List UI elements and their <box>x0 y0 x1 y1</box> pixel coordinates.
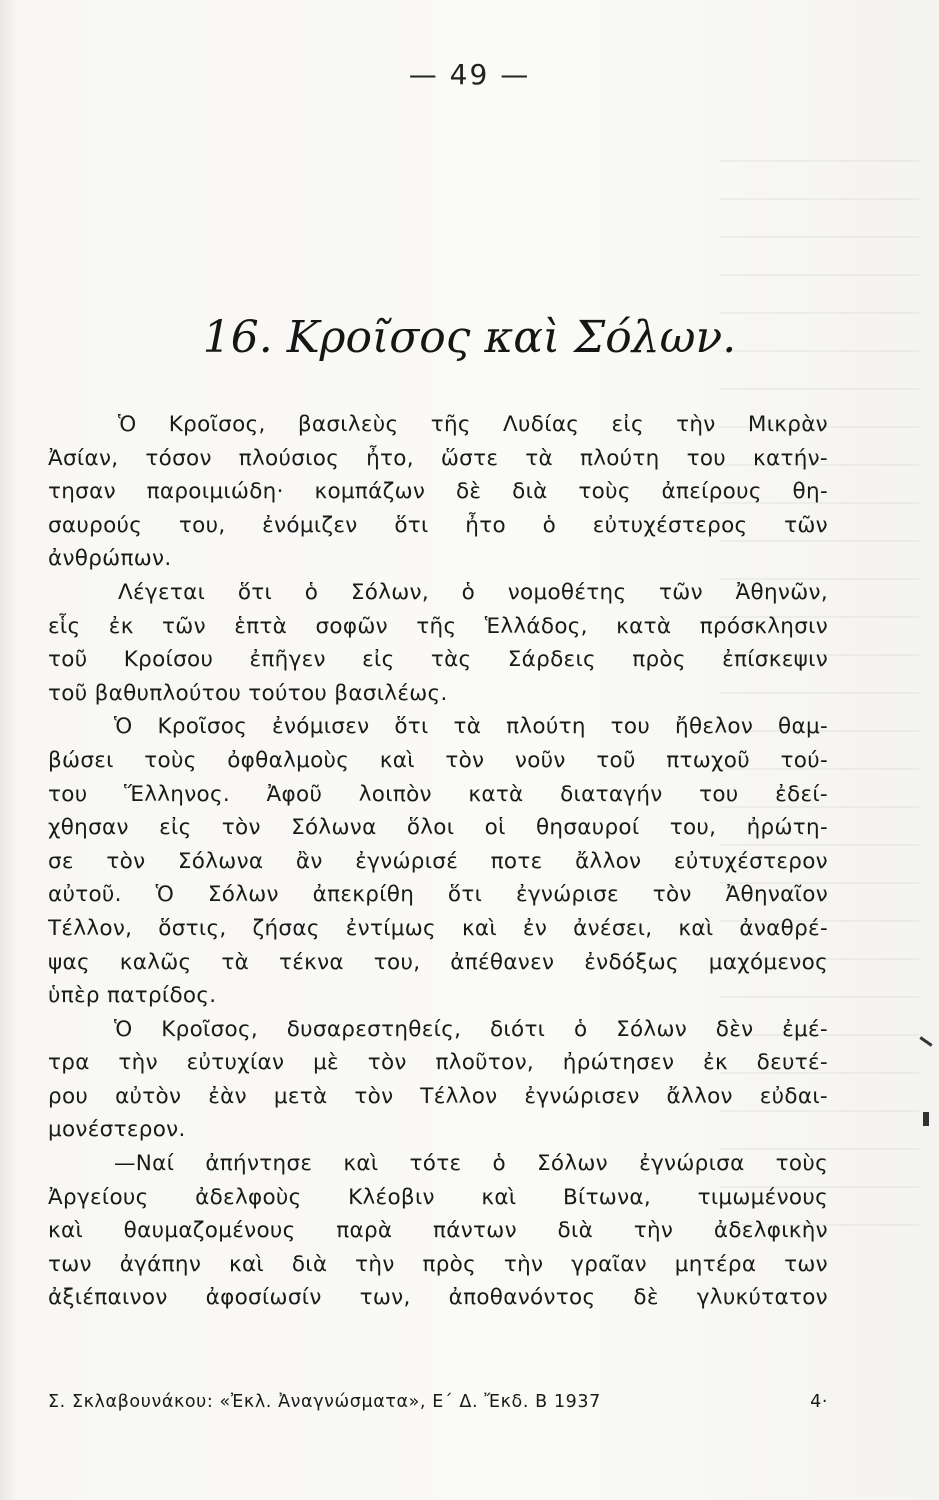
text-line: σαυρούς του, ἐνόμιζεν ὅτι ἦτο ὁ εὐτυχέστερος τῶν <box>48 512 828 538</box>
text-line: των ἀγάπην καὶ διὰ τὴν πρὸς τὴν γραῖαν μητέρα των <box>48 1251 828 1277</box>
text-line: ρου αὐτὸν ἐὰν μετὰ τὸν Τέλλον ἐγνώρισεν ἄλλον εὐδαι- <box>48 1083 828 1109</box>
text-line: Ὁ Κροῖσος, δυσαρεστηθείς, διότι ὁ Σόλων δὲν ἐμέ- <box>114 1016 828 1042</box>
text-line: Ὁ Κροῖσος, βασιλεὺς τῆς Λυδίας εἰς τὴν Μικρὰν <box>118 412 828 437</box>
text-line: Ἀσίαν, τόσον πλούσιος ἦτο, ὥστε τὰ πλούτη του κατήν- <box>48 445 828 471</box>
text-line: χθησαν εἰς τὸν Σόλωνα ὅλοι οἱ θησαυροί του, ἠρώτη- <box>48 815 828 841</box>
text-line: —Ναί ἀπήντησε καὶ τότε ὁ Σόλων ἐγνώρισα τοὺς <box>114 1151 828 1177</box>
margin-mark <box>919 1036 932 1046</box>
signature-mark: 4· <box>810 1392 828 1412</box>
chapter-title: 16. Κροῖσος καὶ Σόλων. <box>202 312 737 363</box>
text-line: τρα τὴν εὐτυχίαν μὲ τὸν πλοῦτον, ἠρώτησεν ἐκ δευτέ- <box>48 1050 828 1076</box>
text-line: ἀξιέπαινον ἀφοσίωσίν των, ἀποθανόντος δὲ γλυκύτατον <box>48 1285 828 1311</box>
text-line: εἷς ἐκ τῶν ἑπτὰ σοφῶν τῆς Ἑλλάδος, κατὰ πρόσκλησιν <box>48 613 828 639</box>
text-line: ψας καλῶς τὰ τέκνα του, ἀπέθανεν ἐνδόξως μαχόμενος <box>48 949 828 975</box>
text-line: του Ἕλληνος. Ἀφοῦ λοιπὸν κατὰ διαταγήν του ἐδεί- <box>48 781 828 807</box>
page-number: — 49 — <box>408 58 531 91</box>
body-text <box>48 408 828 1315</box>
text-line: Τέλλον, ὅστις, ζήσας ἐντίμως καὶ ἐν ἀνέσει, καὶ ἀναθρέ- <box>48 915 828 941</box>
text-line: βώσει τοὺς ὀφθαλμοὺς καὶ τὸν νοῦν τοῦ πτωχοῦ τού- <box>48 747 828 773</box>
source-citation: Σ. Σκλαβουνάκου: «Ἐκλ. Ἀναγνώσματα», Ε΄ Δ. Ἔκδ. Β 1937 <box>48 1392 601 1412</box>
text-line: Ὁ Κροῖσος ἐνόμισεν ὅτι τὰ πλούτη του ἤθελον θαμ- <box>114 714 828 740</box>
text-line: αὐτοῦ. Ὁ Σόλων ἀπεκρίθη ὅτι ἐγνώρισε τὸν Ἀθηναῖον <box>48 882 828 908</box>
text-line: τοῦ βαθυπλούτου τούτου βασιλέως. <box>48 680 448 706</box>
text-line: Λέγεται ὅτι ὁ Σόλων, ὁ νομοθέτης τῶν Ἀθηνῶν, <box>118 579 828 605</box>
margin-mark <box>923 1112 929 1126</box>
text-line: ὑπὲρ πατρίδος. <box>48 983 217 1009</box>
text-line: σε τὸν Σόλωνα ἂν ἐγνώρισέ ποτε ἄλλον εὐτυχέστερον <box>48 848 828 874</box>
text-line: μονέστερον. <box>48 1117 186 1143</box>
signature-footer <box>48 1390 828 1414</box>
text-line: καὶ θαυμαζομένους παρὰ πάντων διὰ τὴν ἀδελφικὴν <box>48 1218 828 1244</box>
text-line: ἀνθρώπων. <box>48 546 172 572</box>
text-line: Ἀργείους ἀδελφοὺς Κλέοβιν καὶ Βίτωνα, τιμωμένους <box>48 1184 828 1210</box>
text-line: τοῦ Κροίσου ἐπῆγεν εἰς τὰς Σάρδεις πρὸς ἐπίσκεψιν <box>48 647 828 673</box>
text-line: τησαν παροιμιώδη· κομπάζων δὲ διὰ τοὺς ἀπείρους θη- <box>48 479 828 505</box>
